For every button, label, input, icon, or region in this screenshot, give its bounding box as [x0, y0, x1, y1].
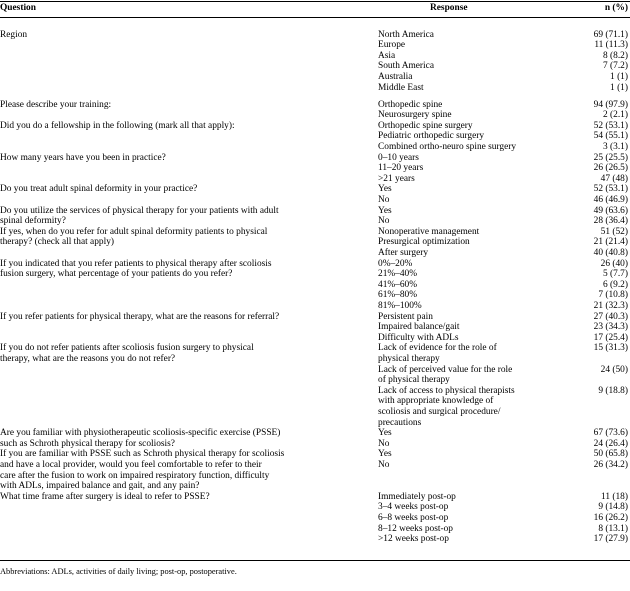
question-text: Do you utilize the services of physical therapy for your patients with adult	[0, 205, 279, 216]
response-count: 49 (63.6)	[593, 205, 628, 216]
response-text: Yes	[378, 205, 392, 216]
response-count: 5 (7.7)	[603, 269, 628, 280]
question-text: spinal deformity?	[0, 216, 66, 227]
response-count: 8 (8.2)	[603, 50, 628, 61]
response-count: 1 (1)	[610, 82, 628, 93]
response-count: 67 (73.6)	[593, 428, 628, 439]
response-text: 3–4 weeks post-op	[378, 502, 449, 513]
response-text: 21%–40%	[378, 269, 418, 280]
response-text: North America	[378, 29, 434, 40]
response-count: 52 (53.1)	[593, 184, 628, 195]
response-text: with appropriate knowledge of	[378, 396, 494, 407]
question-text: Please describe your training:	[0, 99, 112, 110]
response-count: 47 (48)	[600, 173, 628, 184]
response-text: physical therapy	[378, 354, 440, 364]
question-text: Region	[0, 29, 28, 40]
table-footnote: Abbreviations: ADLs, activities of daily living; post-op, postoperative.	[0, 567, 237, 576]
response-count: 1 (1)	[610, 71, 628, 82]
response-text: No	[378, 216, 390, 227]
question-text: and have a local provider, would you feel comfortable to refer to their	[0, 460, 262, 470]
response-text: Neurosurgery spine	[378, 110, 452, 121]
response-count: 24 (50)	[600, 364, 628, 375]
response-count: 16 (26.2)	[593, 513, 628, 523]
question-text: therapy? (check all that apply)	[0, 237, 115, 248]
response-count: 9 (18.8)	[598, 385, 628, 396]
response-text: Yes	[378, 184, 392, 195]
response-count: 9 (14.8)	[598, 502, 628, 513]
question-text: such as Schroth physical therapy for scoliosis?	[0, 438, 175, 449]
header-response: Response	[430, 3, 468, 13]
question-text: If yes, when do you refer for adult spinal deformity patients to physical	[0, 226, 268, 237]
response-text: Yes	[378, 428, 392, 439]
response-count: 94 (97.9)	[593, 99, 628, 110]
response-text: No	[378, 195, 390, 205]
response-text: South America	[378, 61, 434, 72]
response-text: of physical therapy	[378, 375, 450, 386]
header-n: n (%)	[604, 3, 628, 13]
response-text: 0%–20%	[378, 258, 413, 269]
response-count: 7 (7.2)	[603, 61, 628, 72]
response-text: No	[378, 460, 390, 470]
response-text: Europe	[378, 40, 406, 51]
response-text: Difficulty with ADLs	[378, 332, 459, 343]
response-text: 81%–100%	[378, 301, 422, 311]
response-count: 17 (27.9)	[593, 534, 628, 545]
response-text: Asia	[378, 50, 396, 61]
response-count: 2 (2.1)	[603, 110, 628, 121]
question-text: If you refer patients for physical therapy, what are the reasons for referral?	[0, 311, 280, 322]
question-text: How many years have you been in practice?	[0, 152, 166, 163]
response-count: 40 (40.8)	[593, 248, 628, 258]
response-count: 26 (34.2)	[593, 460, 628, 470]
response-text: Impaired balance/gait	[378, 322, 460, 333]
question-text: If you are familiar with PSSE such as Schroth physical therapy for scoliosis	[0, 449, 285, 460]
response-count: 50 (65.8)	[593, 449, 628, 460]
question-text: therapy, what are the reasons you do not refer?	[0, 354, 176, 364]
response-text: 11–20 years	[378, 163, 424, 174]
response-text: Persistent pain	[378, 311, 433, 322]
response-text: 0–10 years	[378, 152, 419, 163]
response-text: Lack of evidence for the role of	[378, 343, 497, 354]
response-text: >12 weeks post-op	[378, 534, 449, 545]
table-bottom-rule	[0, 560, 630, 561]
response-count: 52 (53.1)	[593, 120, 628, 131]
response-count: 17 (25.4)	[593, 332, 628, 343]
response-count: 6 (9.2)	[603, 279, 628, 290]
response-text: Presurgical optimization	[378, 237, 470, 248]
response-count: 21 (21.4)	[593, 237, 628, 248]
response-count: 46 (46.9)	[593, 195, 628, 205]
header-question: Question	[0, 3, 36, 13]
response-text: Orthopedic spine	[378, 99, 443, 110]
response-count: 54 (55.1)	[593, 131, 628, 142]
response-count: 21 (32.3)	[593, 301, 628, 311]
response-text: Combined ortho-neuro spine surgery	[378, 142, 517, 152]
question-text: with ADLs, impaired balance and gait, and any pain?	[0, 481, 200, 492]
response-count: 27 (40.3)	[593, 311, 628, 322]
response-text: 61%–80%	[378, 290, 418, 301]
response-text: scoliosis and surgical procedure/	[378, 407, 501, 417]
response-count: 3 (3.1)	[603, 142, 628, 152]
response-text: Pediatric orthopedic surgery	[378, 131, 485, 142]
question-text: fusion surgery, what percentage of your patients do you refer?	[0, 269, 233, 280]
response-count: 11 (18)	[601, 491, 628, 502]
response-text: Yes	[378, 449, 392, 460]
response-count: 15 (31.3)	[593, 343, 628, 354]
response-count: 8 (13.1)	[598, 523, 628, 534]
response-text: Middle East	[378, 82, 424, 93]
response-text: 41%–60%	[378, 279, 418, 290]
response-text: 8–12 weeks post-op	[378, 523, 453, 534]
response-text: 6–8 weeks post-op	[378, 513, 449, 523]
question-text: Did you do a fellowship in the following (mark all that apply):	[0, 120, 235, 131]
response-count: 26 (26.5)	[593, 163, 628, 174]
question-text: care after the fusion to work on impaired respiratory function, difficulty	[0, 470, 270, 481]
response-text: >21 years	[378, 173, 415, 184]
question-text: If you indicated that you refer patients to physical therapy after scoliosis	[0, 258, 272, 269]
response-count: 23 (34.3)	[593, 322, 628, 333]
response-count: 26 (40)	[600, 258, 628, 269]
response-text: Australia	[378, 71, 413, 82]
response-count: 24 (26.4)	[593, 438, 628, 449]
response-text: After surgery	[378, 248, 429, 258]
response-count: 11 (11.3)	[594, 40, 628, 51]
header-rule	[0, 17, 630, 18]
response-text: Lack of access to physical therapists	[378, 385, 515, 396]
question-text: If you do not refer patients after scoliosis fusion surgery to physical	[0, 343, 254, 354]
response-text: Lack of perceived value for the role	[378, 364, 513, 375]
response-text: Nonoperative management	[378, 226, 480, 237]
question-text: Do you treat adult spinal deformity in your practice?	[0, 184, 198, 195]
response-count: 69 (71.1)	[593, 29, 628, 40]
response-count: 51 (52)	[600, 226, 628, 237]
response-text: Immediately post-op	[378, 491, 456, 502]
response-text: Orthopedic spine surgery	[378, 120, 473, 131]
response-text: No	[378, 438, 390, 449]
table-top-rule	[0, 1, 630, 2]
response-count: 7 (10.8)	[598, 290, 628, 301]
question-text: What time frame after surgery is ideal to refer to PSSE?	[0, 491, 210, 502]
response-count: 25 (25.5)	[593, 152, 628, 163]
response-text: precautions	[378, 417, 422, 428]
response-count: 28 (36.4)	[593, 216, 628, 227]
question-text: Are you familiar with physiotherapeutic scoliosis-specific exercise (PSSE)	[0, 428, 281, 439]
